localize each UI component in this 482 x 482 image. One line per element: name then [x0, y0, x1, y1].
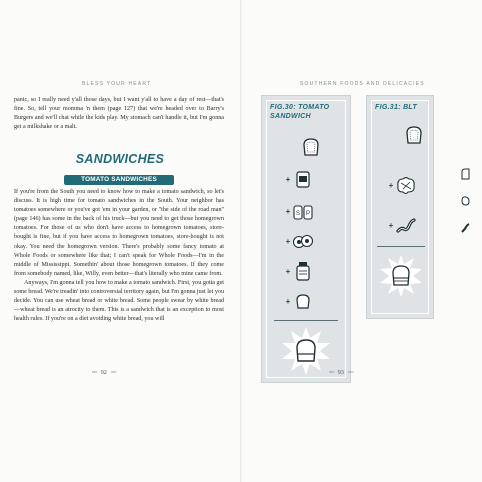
blt-sandwich-icon: [379, 254, 423, 298]
bread-slice-icon: [300, 136, 322, 158]
mayonnaise-jar-icon: [292, 260, 314, 282]
fig30-divider: [274, 320, 338, 321]
left-page: [0, 0, 240, 482]
folio-ornament-icon: ≈≈: [110, 369, 116, 376]
main-text: [14, 188, 224, 324]
right-page: [242, 0, 482, 482]
folio-ornament-icon: ≈≈: [92, 369, 97, 376]
section-title: SANDWICHES: [75, 152, 165, 166]
lettuce-edge-icon: [461, 195, 470, 207]
subsection-badge: TOMATO SANDWICHES: [64, 175, 174, 185]
fig30-item: +: [284, 260, 314, 282]
svg-text:P: P: [305, 211, 311, 217]
tomato-slices-icon: [292, 230, 314, 252]
bacon-edge-icon: [461, 222, 470, 234]
tomato-sandwich-icon: [280, 326, 332, 376]
tomato-icon: [292, 168, 314, 190]
fig30-panel: [261, 95, 351, 383]
folio-ornament-icon: ≈≈: [347, 369, 353, 376]
fig30-item: [292, 136, 322, 158]
salt-pepper-icon: [292, 200, 314, 222]
fig31-item: [395, 124, 425, 146]
fig31-title: FIG.31: BLT: [375, 104, 418, 111]
fig30-title: FIG.30: TOMATO SANDWICH: [270, 104, 330, 120]
fig30-item: +: [284, 168, 314, 190]
page-number-right: 93: [337, 369, 344, 376]
running-head-right: SOUTHERN FOODS AND DELICACIES: [300, 81, 425, 87]
intro-paragraph: panic, so I really need y'all those days, but I want y'all to have a day of rest—that's fine. So, tell your momma 'n them (page 127) that we're headed over to Barry's Burgers and we'll chat while the kids play. My stomach can't handle it, but I'm gonna get a milkshake or a malt.: [14, 97, 224, 131]
page-number-left: 92: [100, 369, 107, 376]
fig31-panel: [366, 95, 434, 319]
folio-left: [92, 369, 116, 376]
svg-text:S: S: [295, 211, 301, 217]
bread-edge-icon: [461, 168, 470, 180]
fig31-item: +: [387, 174, 417, 196]
fig30-item: + S P: [284, 200, 314, 222]
running-head-left: BLESS YOUR HEART: [82, 81, 152, 87]
folio-right: [329, 369, 353, 376]
folio-ornament-icon: ≈≈: [329, 369, 334, 376]
paragraph-1: If you're from the South you need to know how to make a tomato sandwich, so let's discuss. It is high time for tomato sandwiches in the South. Your neighbor has tomatoes somewhere or you've got 'em in your garden, or "the side of the road man" (page 146) has some in the back of his truck—but you need to get those homegrown tomatoes. For those of us who don't have access to homegrown tomatoes, store-bought is fine, but if you have access to homegrown tomatoes, store-bought is not okay. You need the homegrown version. There's probably some fancy tomato at Whole Foods or somewhere like that; I can't speak for Whole Foods—I'm in the middle of Mississippi. Somethin' about those homegrown tomatoes. If they come from somebody named, like, Willy, even better—that's literally who mine came from.: [14, 189, 224, 277]
paragraph-2: Anyways, I'm gonna tell you how to make a tomato sandwich. First, you gotta get some bread. We're treadin' into controversial territory again, but I'm gonna just let you decide. You can use wheat bread or white bread. Some people swear by white bread—wheat bread is an atrocity to them. This is a sandwich that is an exception to most health rules. If you're on a diet avoiding white bread, you will: [14, 279, 224, 323]
fig31-item: +: [387, 214, 417, 236]
fig31-divider: [377, 246, 425, 247]
bread-slice-icon: [292, 290, 314, 312]
bacon-icon: [395, 214, 417, 236]
fig30-item: +: [284, 290, 314, 312]
fig30-item: +: [284, 230, 314, 252]
lettuce-icon: [395, 174, 417, 196]
bread-slice-icon: [403, 124, 425, 146]
